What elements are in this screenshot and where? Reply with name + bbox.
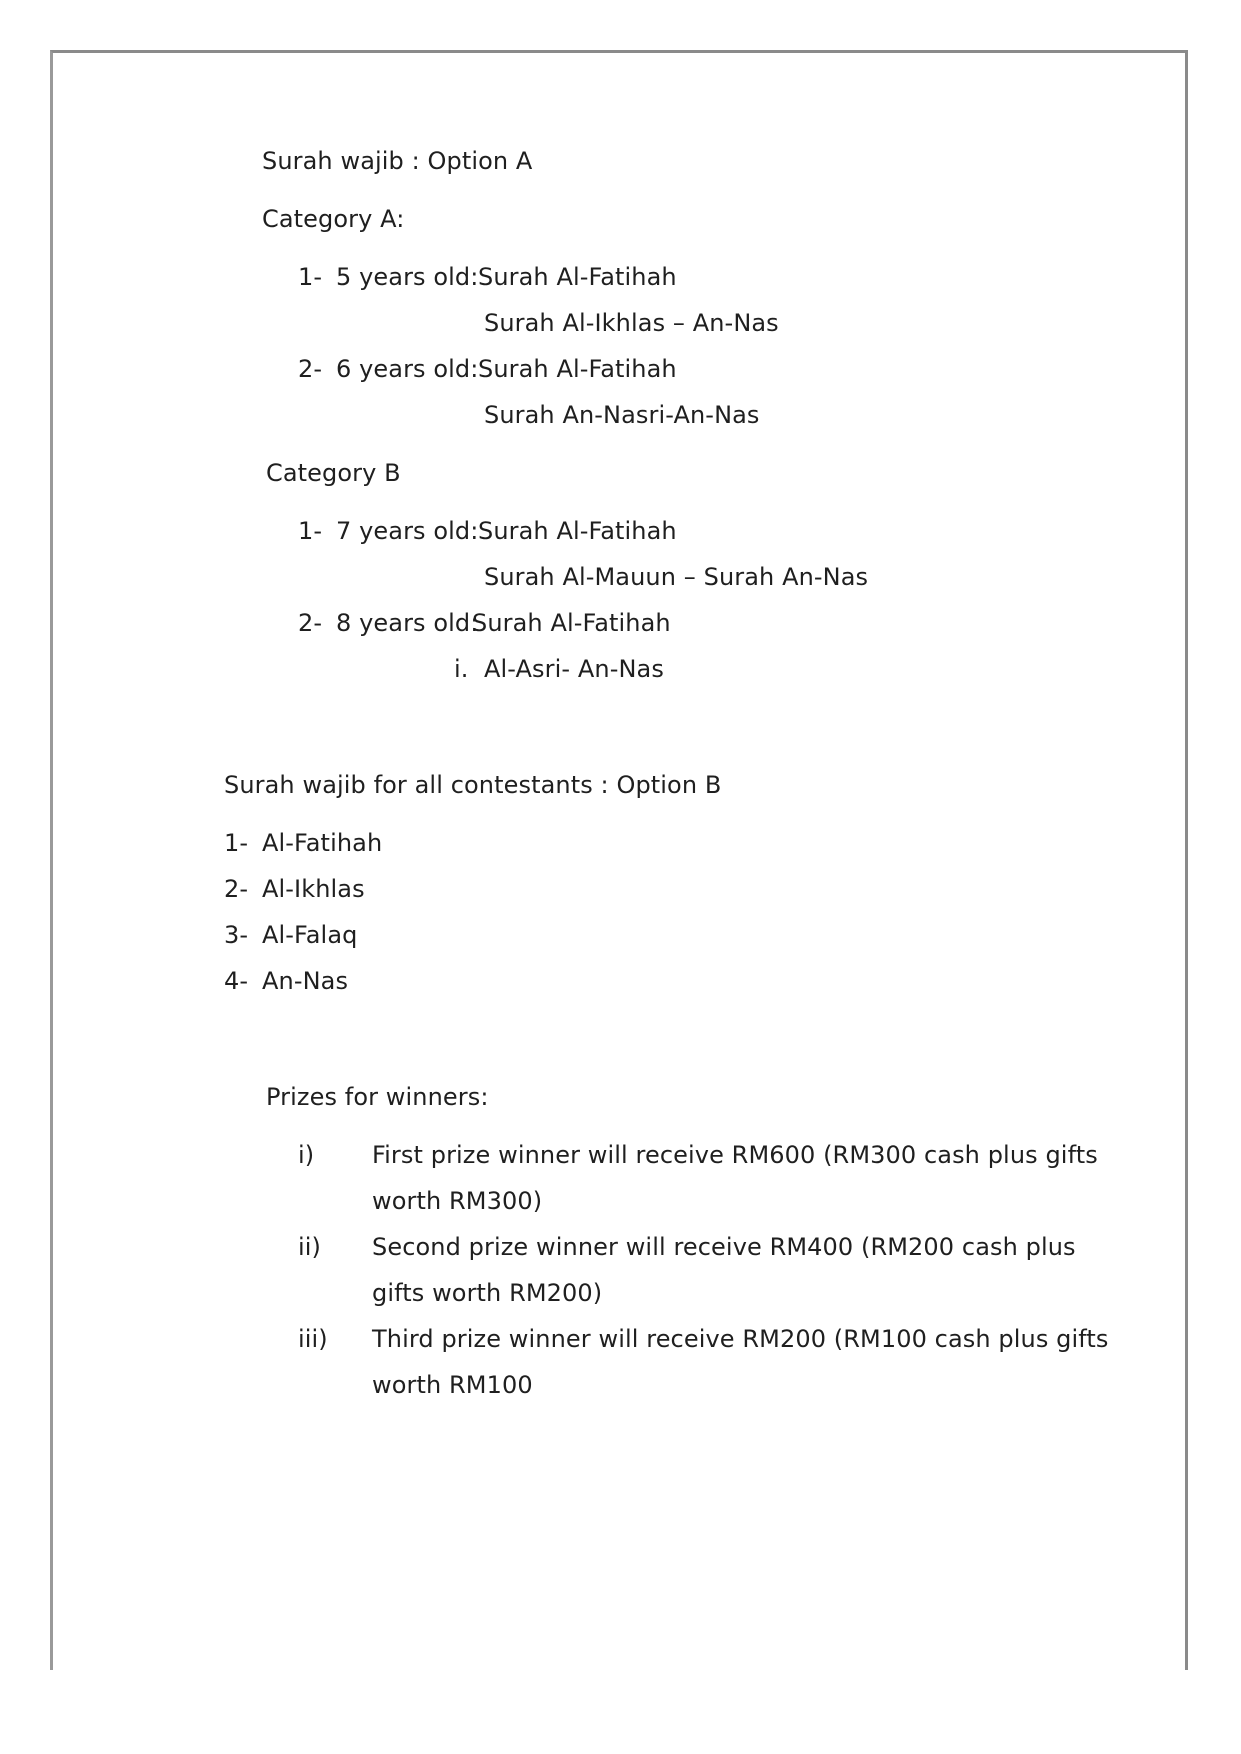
surah-line: Surah Al-Mauun – Surah An-Nas	[484, 563, 869, 591]
prizes-heading: Prizes for winners:	[266, 1083, 489, 1111]
option-b-heading: Surah wajib for all contestants : Option B	[224, 771, 722, 799]
surah-line: Surah Al-Fatihah	[478, 517, 677, 545]
surah-line: Surah Al-Fatihah	[478, 355, 677, 383]
prize-text: First prize winner will receive RM600 (RM300 cash plus gifts	[372, 1141, 1098, 1169]
prize-text: Third prize winner will receive RM200 (RM100 cash plus gifts	[372, 1325, 1109, 1353]
list-number: 3-	[224, 921, 249, 949]
prize-text: worth RM100	[372, 1371, 533, 1399]
age-label: 7 years old:	[336, 517, 479, 545]
list-number: 1-	[298, 263, 323, 291]
sub-list-marker: i.	[454, 655, 469, 683]
list-number: 2-	[224, 875, 249, 903]
list-item: Al-Falaq	[262, 921, 358, 949]
age-label: 5 years old:	[336, 263, 479, 291]
list-item: Al-Fatihah	[262, 829, 383, 857]
surah-line: Surah Al-Fatihah	[472, 609, 671, 637]
list-number: 2-	[298, 355, 323, 383]
category-a-label: Category A:	[262, 205, 405, 233]
list-number: 4-	[224, 967, 249, 995]
option-a-heading: Surah wajib : Option A	[262, 147, 533, 175]
prize-text: worth RM300)	[372, 1187, 543, 1215]
surah-line: Surah Al-Fatihah	[478, 263, 677, 291]
list-number: 1-	[224, 829, 249, 857]
prize-marker: ii)	[298, 1233, 321, 1261]
list-number: 1-	[298, 517, 323, 545]
list-item: An-Nas	[262, 967, 349, 995]
surah-line: Al-Asri- An-Nas	[484, 655, 664, 683]
surah-line: Surah Al-Ikhlas – An-Nas	[484, 309, 779, 337]
prize-marker: iii)	[298, 1325, 328, 1353]
page-border	[50, 50, 1188, 1670]
surah-line: Surah An-Nasri-An-Nas	[484, 401, 760, 429]
prize-text: gifts worth RM200)	[372, 1279, 603, 1307]
prize-text: Second prize winner will receive RM400 (RM200 cash plus	[372, 1233, 1076, 1261]
list-number: 2-	[298, 609, 323, 637]
list-item: Al-Ikhlas	[262, 875, 365, 903]
prize-marker: i)	[298, 1141, 315, 1169]
age-label: 6 years old:	[336, 355, 479, 383]
category-b-label: Category B	[266, 459, 401, 487]
age-label: 8 years old:	[336, 609, 479, 637]
